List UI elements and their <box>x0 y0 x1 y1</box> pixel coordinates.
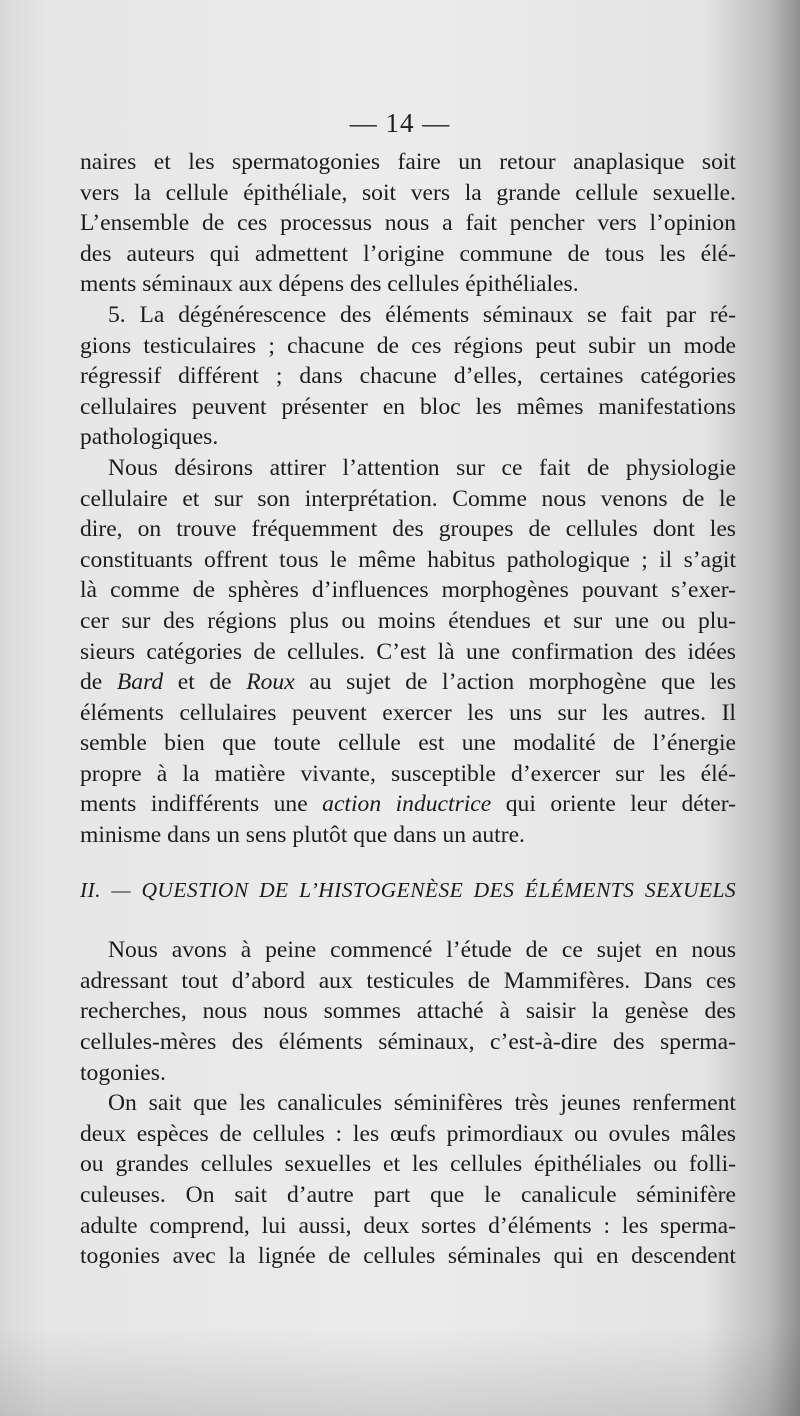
emphasis-term: action inductrice <box>322 791 492 818</box>
text-line: sieurs catégories de cellules. C’est là une confirmation des idées <box>80 638 736 665</box>
text-line: constituants offrent tous le même habitus pathologique ; il s’agit <box>80 546 736 573</box>
text-line: éléments cellulaires peuvent exercer les uns sur les autres. Il <box>80 699 736 726</box>
text-line <box>80 667 736 698</box>
page-number: — 14 — <box>349 108 451 138</box>
text-line: régressif différent ; dans chacune d’elles, certaines catégories <box>80 363 736 390</box>
text-run: et de <box>177 669 232 696</box>
text-run: au sujet de l’action morphogène que les <box>309 669 737 696</box>
text-line: cellulaire et sur son interprétation. Comme nous venons de le <box>80 485 736 512</box>
text-line: recherches, nous nous sommes attaché à saisir la genèse des <box>80 998 736 1025</box>
text-line: là comme de sphères d’influences morphogènes pouvant s’exer- <box>80 577 736 604</box>
text-run: qui oriente leur déter- <box>505 791 736 818</box>
text-run: de <box>80 669 103 696</box>
text-line: cellulaires peuvent présenter en bloc les mêmes manifestations <box>80 393 736 420</box>
text-line: togonies. <box>80 1059 166 1086</box>
text-line: naires et les spermatogonies faire un retour anaplasique soit <box>80 149 736 175</box>
text-line: Nous avons à peine commencé l’étude de ce sujet en nous <box>108 937 736 964</box>
text-line: des auteurs qui admettent l’origine commune de tous les élé- <box>80 240 736 267</box>
text-line: cellules-mères des éléments séminaux, c’est-à-dire des sperma- <box>80 1029 736 1056</box>
text-line: vers la cellule épithéliale, soit vers la grande cellule sexuelle. <box>80 179 736 206</box>
text-line: L’ensemble de ces processus nous a fait pencher vers l’opinion <box>80 210 736 237</box>
text-line: ments séminaux aux dépens des cellules épithéliales. <box>80 271 579 298</box>
text-line: gions testiculaires ; chacune de ces régions peut subir un mode <box>80 332 736 359</box>
text-line: ou grandes cellules sexuelles et les cellules épithéliales ou folli- <box>80 1151 736 1178</box>
text-line: deux espèces de cellules : les œufs primordiaux ou ovules mâles <box>80 1120 736 1147</box>
text-line: adulte comprend, lui aussi, deux sortes d’éléments : les sperma- <box>80 1212 736 1239</box>
text-run: ments indifférents une <box>80 791 308 818</box>
text-line: minisme dans un sens plutôt que dans un autre. <box>80 822 525 849</box>
body-text <box>80 147 736 1272</box>
text-line: adressant tout d’abord aux testicules de Mammifères. Dans ces <box>80 967 736 994</box>
text-line: semble bien que toute cellule est une modalité de l’énergie <box>80 730 736 757</box>
section-title: QUESTION DE L’HISTOGENÈSE DES ÉLÉMENTS SEXUELS <box>141 877 737 902</box>
text-line: 5. La dégénérescence des éléments séminaux se fait par ré- <box>108 301 736 328</box>
text-line: Nous désirons attirer l’attention sur ce fait de physiologie <box>108 454 736 481</box>
author-name-roux: Roux <box>246 669 295 696</box>
text-line: cer sur des régions plus ou moins étendues et sur une ou plu- <box>80 607 736 634</box>
section-number: II. — <box>80 877 131 902</box>
author-name-bard: Bard <box>116 669 164 696</box>
text-line <box>80 789 736 820</box>
text-line: togonies avec la lignée de cellules séminales qui en descendent <box>80 1243 736 1270</box>
section-heading <box>80 875 736 906</box>
text-line: propre à la matière vivante, susceptible d’exercer sur les élé- <box>80 760 736 787</box>
text-line: culeuses. On sait d’autre part que le canalicule séminifère <box>80 1182 736 1208</box>
text-line: dire, on trouve fréquemment des groupes de cellules dont les <box>80 516 736 543</box>
text-line: pathologiques. <box>80 424 219 451</box>
text-line: On sait que les canalicules séminifères très jeunes renferment <box>108 1090 736 1117</box>
